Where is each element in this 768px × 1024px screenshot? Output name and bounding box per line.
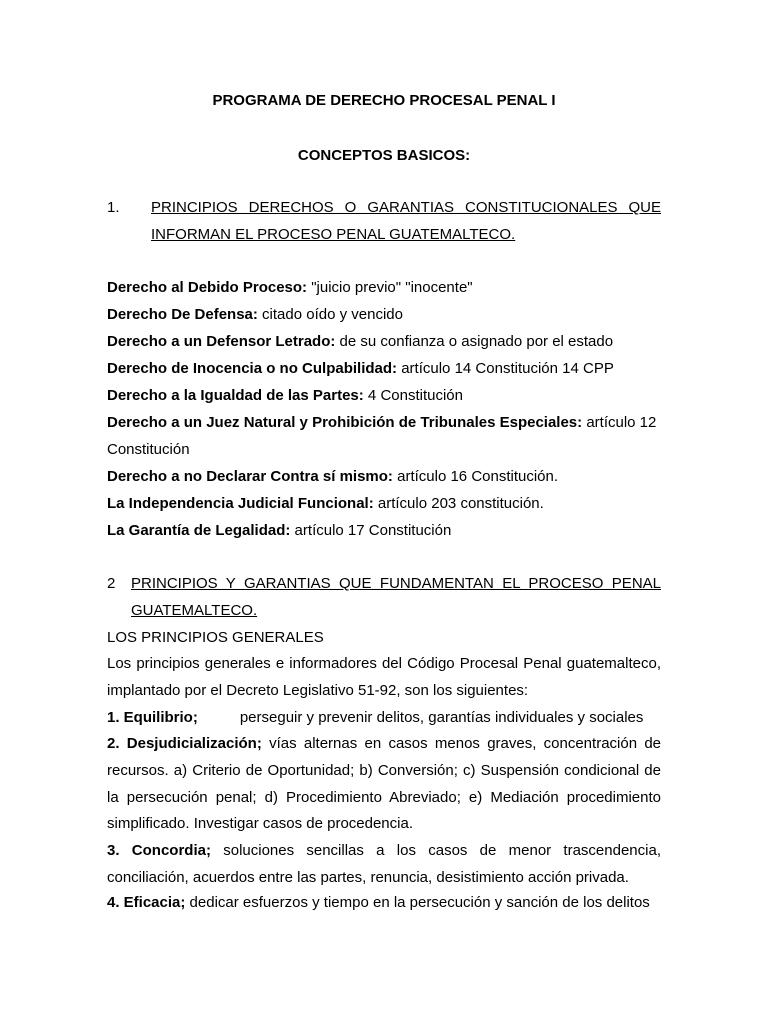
right-text: 4 Constitución bbox=[363, 387, 463, 404]
right-label: Derecho al Debido Proceso: bbox=[107, 279, 308, 296]
right-label: Derecho a un Defensor Letrado: bbox=[107, 333, 336, 350]
right-text: artículo 16 Constitución. bbox=[392, 468, 559, 485]
right-label: Derecho a no Declarar Contra sí mismo: bbox=[107, 468, 393, 485]
principle-label: 2. Desjudicialización; bbox=[107, 735, 262, 752]
right-item bbox=[107, 517, 677, 544]
right-text: "juicio previo" "inocente" bbox=[307, 279, 473, 296]
section2-heading bbox=[131, 570, 661, 624]
right-item bbox=[107, 409, 661, 463]
right-item bbox=[107, 301, 677, 328]
right-text: citado oído y vencido bbox=[257, 306, 403, 323]
section2-intro: Los principios generales e informadores del Código Procesal Penal guatemalteco, implantado por el Decreto Legislativo 51-92, son los siguientes: bbox=[107, 655, 661, 699]
right-item bbox=[107, 382, 677, 409]
principle-item bbox=[107, 889, 677, 916]
right-text: artículo 203 constitución. bbox=[373, 495, 544, 512]
principle-label: 3. Concordia; bbox=[107, 842, 211, 859]
right-text: artículo 17 Constitución bbox=[290, 522, 452, 539]
right-label: Derecho a la Igualdad de las Partes: bbox=[107, 387, 364, 404]
right-label: La Garantía de Legalidad: bbox=[107, 522, 291, 539]
principle-text: perseguir y prevenir delitos, garantías individuales y sociales bbox=[239, 709, 644, 726]
section2-subheading: LOS PRINCIPIOS GENERALES bbox=[107, 629, 324, 646]
section2-heading-text: PRINCIPIOS Y GARANTIAS QUE FUNDAMENTAN EL PROCESO PENAL GUATEMALTECO. bbox=[131, 575, 661, 619]
principle-label: 1. Equilibrio; bbox=[107, 709, 198, 726]
principle-item bbox=[107, 731, 661, 838]
section1-heading: PRINCIPIOS DERECHOS O GARANTIAS CONSTITUCIONALES QUE INFORMAN EL PROCESO PENAL GUATEMALTECO. bbox=[151, 199, 661, 243]
right-label: La Independencia Judicial Funcional: bbox=[107, 495, 374, 512]
right-text: de su confianza o asignado por el estado bbox=[335, 333, 614, 350]
document-subtitle: CONCEPTOS BASICOS: bbox=[297, 147, 471, 164]
principle-item bbox=[107, 838, 661, 892]
section2-number: 2 bbox=[107, 575, 116, 592]
document-title: PROGRAMA DE DERECHO PROCESAL PENAL I bbox=[212, 92, 556, 109]
principle-text: vías alternas en casos menos graves, concentración de recursos. a) Criterio de Oportunidad; b) Conversión; c) Suspensión condicional de la persecución penal; d) Procedimiento Abreviado; e) Mediación procedimiento simplificado. Investigar casos de procedencia. bbox=[107, 735, 662, 833]
right-label: Derecho De Defensa: bbox=[107, 306, 258, 323]
principle-item bbox=[107, 704, 677, 731]
right-text: artículo 12 Constitución bbox=[107, 414, 657, 458]
right-item bbox=[107, 463, 677, 490]
right-item bbox=[107, 274, 677, 301]
right-item bbox=[107, 490, 677, 517]
principle-label: 4. Eficacia; bbox=[107, 894, 186, 911]
right-label: Derecho a un Juez Natural y Prohibición de Tribunales Especiales: bbox=[107, 414, 583, 431]
section1-number: 1. bbox=[107, 199, 120, 216]
principle-text: dedicar esfuerzos y tiempo en la persecución y sanción de los delitos bbox=[185, 894, 650, 911]
principle-text: soluciones sencillas a los casos de menor trascendencia, conciliación, acuerdos entre las partes, renuncia, desistimiento acción privada. bbox=[107, 842, 661, 886]
right-item bbox=[107, 328, 677, 355]
right-item bbox=[107, 355, 677, 382]
right-label: Derecho de Inocencia o no Culpabilidad: bbox=[107, 360, 398, 377]
right-text: artículo 14 Constitución 14 CPP bbox=[397, 360, 614, 377]
